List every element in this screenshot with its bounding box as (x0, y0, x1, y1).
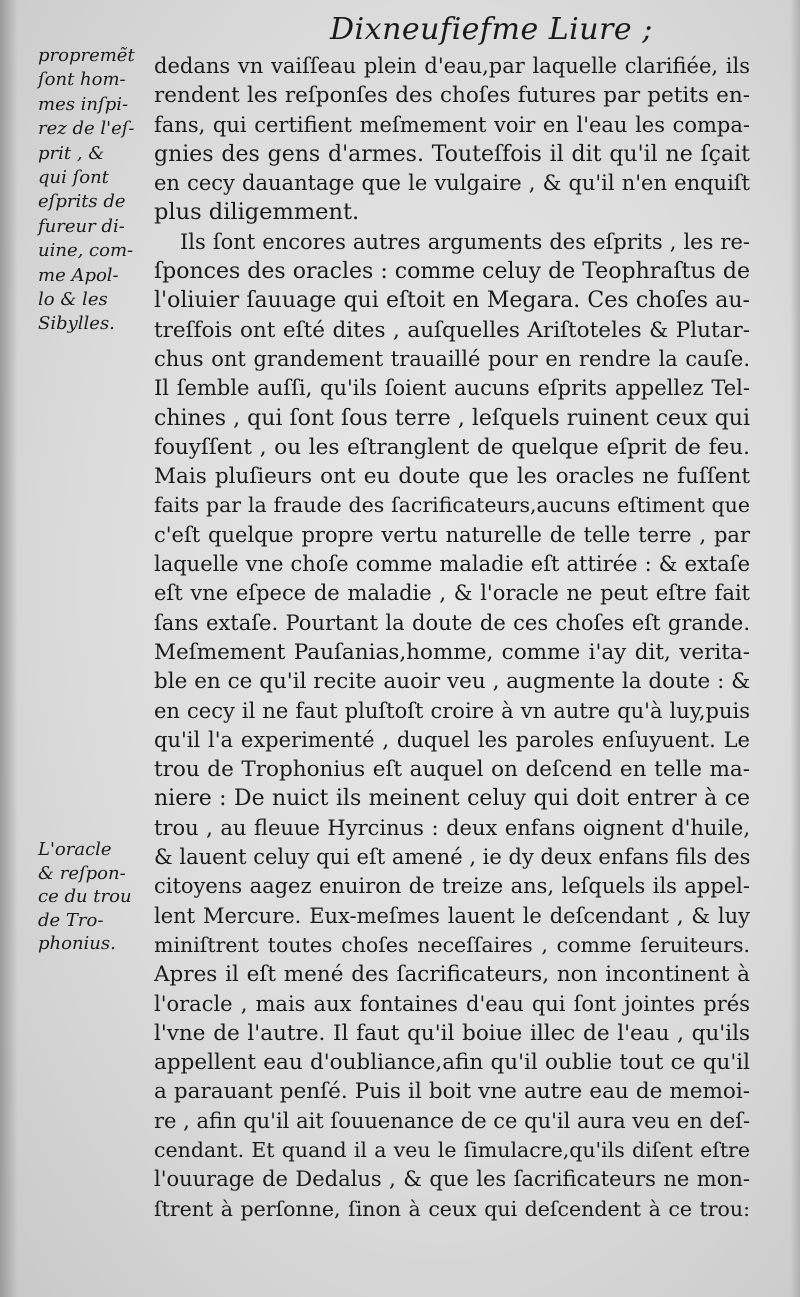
margin-line: ſont hom- (38, 69, 126, 91)
text-line: re , afin qu'il ait ſouuenance de ce qu'il aura veu en deſ- (154, 1108, 751, 1133)
text-line: laquelle vne choſe comme maladie eſt attirée : & extaſe (154, 552, 750, 577)
text-line: Ils ſont encores autres arguments des eſprits , les re- (180, 229, 750, 254)
text-line: treſfois ont eſté dites , auſquelles Ariſtoteles & Plutar- (154, 317, 750, 343)
text-line: lent Mercure. Eux-meſmes lauent le deſcendant , & luy (154, 903, 750, 928)
text-line: l'ouurage de Dedalus , & que les ſacrificateurs ne mon- (154, 1167, 750, 1192)
running-header: Dixneufiefme Liure ; (330, 12, 653, 47)
text-line: ble en ce qu'il recite auoir veu , augmente la doute : & (154, 669, 751, 695)
text-line: Il ſemble auſſi, qu'ils ſoient aucuns eſprits appellez Tel- (154, 376, 750, 401)
text-line: gnies des gens d'armes. Touteſfois il dit qu'il ne ſçait (154, 141, 750, 167)
text-line: fouyſſent , ou les eſtranglent de quelque eſprit de feu. (154, 434, 750, 460)
margin-line: rez de l'eſ- (38, 118, 135, 140)
margin-line: & reſpon- (38, 862, 126, 884)
margin-note-prophets (38, 44, 150, 337)
margin-line: uine, com- (38, 240, 134, 262)
text-line: plus diligemment. (154, 199, 360, 226)
margin-line: eſprits de (38, 191, 126, 213)
margin-note-oracle (38, 838, 150, 956)
margin-line: me Apol- (38, 264, 119, 286)
text-line: fans, qui certifient meſmement voir en l'eau les compa- (154, 112, 750, 137)
text-line: appellent eau d'oubliance,afin qu'il oublie tout ce qu'il (154, 1050, 750, 1076)
text-line: c'eſt quelque propre vertu naturelle de telle terre , par (154, 522, 750, 547)
text-line: trou de Trophonius eſt auquel on deſcend en telle ma- (154, 757, 750, 783)
text-line: Mais pluſieurs ont eu doute que les oracles ne fuſſent (154, 464, 750, 490)
text-line: en cecy dauantage que le vulgaire , & qu'il n'en enquiſt (154, 171, 750, 196)
text-line: l'oliuier ſauuage qui eſtoit en Megara. Ces choſes au- (154, 288, 750, 314)
margin-line: ce du trou (38, 886, 132, 907)
text-line: Apres il eſt mené des ſacrificateurs, non incontinent à (154, 962, 750, 988)
margin-line: mes inſpi- (38, 93, 129, 115)
text-line: chines , qui ſont ſous terre , leſquels ruinent ceux qui (154, 405, 750, 431)
text-line: trou , au fleuue Hyrcinus : deux enfans oignent d'huile, (154, 815, 750, 840)
text-line: a parauant penſé. Puis il boit vne autre eau de memoi- (154, 1079, 750, 1105)
margin-line: propremẽt (38, 45, 135, 66)
text-line: rendent les reſponſes des choſes futures par petits en- (154, 83, 750, 109)
margin-line: L'oracle (38, 839, 112, 860)
text-line: en cecy il ne faut pluſtoſt croire à vn autre qu'à luy,puis (154, 698, 750, 723)
text-line: niere : De nuict ils meinent celuy qui doit entrer à ce (154, 786, 750, 812)
text-line: citoyens aagez enuiron de treize ans, leſquels ils appel- (154, 874, 750, 899)
text-line: l'oracle , mais aux fontaines d'eau qui ſont jointes prés (154, 991, 750, 1016)
margin-line: fureur di- (38, 215, 125, 237)
text-line: faits par la fraude des ſacrificateurs,aucuns eſtiment que (154, 493, 750, 518)
text-line: ſtrent à perſonne, ſinon à ceux qui deſcendent à ce trou: (154, 1196, 750, 1221)
margin-line: lo & les (38, 288, 108, 310)
margin-line: prit , & (38, 142, 105, 164)
text-line: l'vne de l'autre. Il faut qu'il boiue illec de l'eau , qu'ils (154, 1020, 750, 1046)
text-line: Meſmement Pauſanias,homme, comme i'ay dit, verita- (154, 639, 750, 665)
text-line: & lauent celuy qui eſt amené , ie dy deux enfans fils des (154, 845, 751, 870)
text-line: qu'il l'a experimenté , duquel les paroles enſuyuent. Le (154, 727, 750, 752)
margin-line: de Tro- (38, 909, 104, 931)
text-line: miniſtrent toutes choſes neceſſaires , comme ſeruiteurs. (154, 932, 750, 957)
margin-line: Sibylles. (38, 313, 115, 335)
text-line: chus ont grandement trauaillé pour en rendre la cauſe. (154, 346, 750, 371)
text-line: dedans vn vaiſſeau plein d'eau,par laquelle clarifiée, ils (154, 54, 750, 78)
text-line: ſponces des oracles : comme celuy de Teophraſtus de (154, 259, 750, 285)
margin-line: phonius. (38, 933, 116, 954)
body-text (154, 52, 750, 1224)
text-line: eſt vne eſpece de maladie , & l'oracle ne peut eſtre fait (154, 581, 750, 606)
text-line: ſans extaſe. Pourtant la doute de ces choſes eſt grande. (154, 610, 750, 635)
margin-line: qui ſont (38, 166, 109, 188)
text-line: cendant. Et quand il a veu le ſimulacre,qu'ils diſent eſtre (154, 1137, 750, 1162)
